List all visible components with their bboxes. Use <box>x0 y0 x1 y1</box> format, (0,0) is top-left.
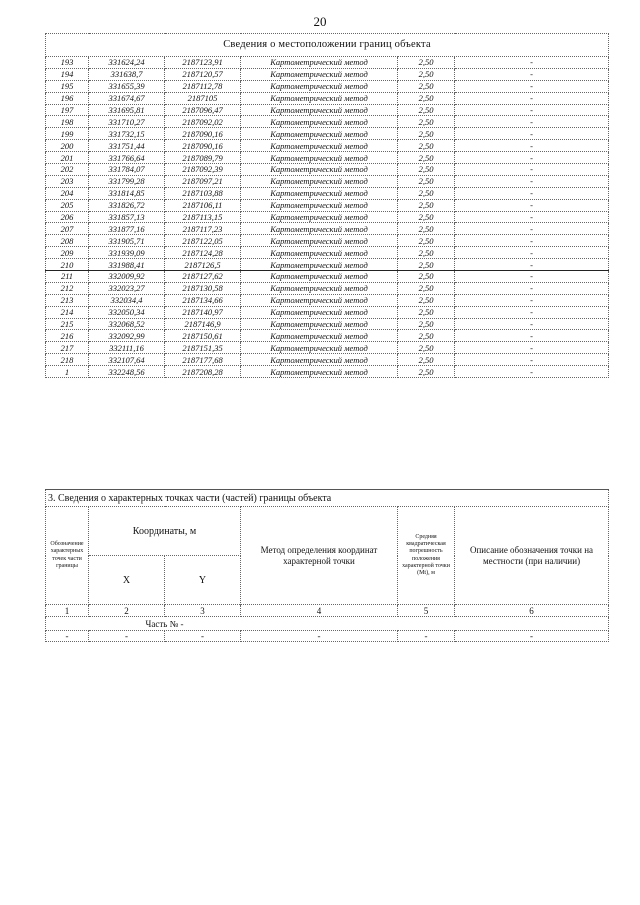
accuracy: 2,50 <box>398 92 455 104</box>
table-row <box>46 57 609 69</box>
column-number: 3 <box>165 605 241 617</box>
coord-y: 2187097,21 <box>165 175 241 187</box>
table-row <box>46 68 609 80</box>
accuracy: 2,50 <box>398 116 455 128</box>
description: - <box>455 306 609 318</box>
point-number: 207 <box>46 223 89 235</box>
description: - <box>455 128 609 140</box>
header-method: Метод определения координат характерной точки <box>241 507 398 605</box>
column-numbers-row <box>46 605 609 617</box>
accuracy: 2,50 <box>398 140 455 152</box>
method: Картометрический метод <box>241 128 398 140</box>
coord-x: 331655,39 <box>89 80 165 92</box>
cell: - <box>165 631 241 642</box>
point-number: 209 <box>46 247 89 259</box>
coord-x: 332068,52 <box>89 318 165 330</box>
coord-y: 2187126,5 <box>165 259 241 271</box>
empty-data-row <box>46 631 609 642</box>
table-row <box>46 282 609 294</box>
accuracy: 2,50 <box>398 235 455 247</box>
method: Картометрический метод <box>241 211 398 223</box>
point-number: 195 <box>46 80 89 92</box>
table-row <box>46 354 609 366</box>
description: - <box>455 330 609 342</box>
method: Картометрический метод <box>241 199 398 211</box>
point-number: 211 <box>46 271 89 283</box>
point-number: 194 <box>46 68 89 80</box>
point-number: 206 <box>46 211 89 223</box>
part-points-table <box>45 489 609 642</box>
table-row <box>46 80 609 92</box>
column-number: 1 <box>46 605 89 617</box>
coord-y: 2187150,61 <box>165 330 241 342</box>
header-accuracy: Средняя квадратическая погрешность положения характерной точки (Mt), м <box>398 507 455 605</box>
table-row <box>46 199 609 211</box>
description: - <box>455 282 609 294</box>
description: - <box>455 354 609 366</box>
point-number: 193 <box>46 57 89 69</box>
section3-title: 3. Сведения о характерных точках части (частей) границы объекта <box>46 490 609 507</box>
header-y: Y <box>165 556 241 605</box>
coord-y: 2187208,28 <box>165 366 241 378</box>
description: - <box>455 235 609 247</box>
accuracy: 2,50 <box>398 223 455 235</box>
coord-y: 2187089,79 <box>165 152 241 164</box>
coord-y: 2187127,62 <box>165 271 241 283</box>
table-row <box>46 318 609 330</box>
table-row <box>46 187 609 199</box>
method: Картометрический метод <box>241 223 398 235</box>
accuracy: 2,50 <box>398 259 455 271</box>
method: Картометрический метод <box>241 354 398 366</box>
part-label-row <box>46 617 609 631</box>
coord-x: 332248,56 <box>89 366 165 378</box>
point-number: 216 <box>46 330 89 342</box>
point-number: 217 <box>46 342 89 354</box>
coord-y: 2187105 <box>165 92 241 104</box>
point-number: 205 <box>46 199 89 211</box>
method: Картометрический метод <box>241 80 398 92</box>
point-number: 210 <box>46 259 89 271</box>
accuracy: 2,50 <box>398 80 455 92</box>
method: Картометрический метод <box>241 294 398 306</box>
description: - <box>455 164 609 176</box>
header-coordinates: Координаты, м <box>89 507 241 556</box>
description: - <box>455 152 609 164</box>
coord-y: 2187151,35 <box>165 342 241 354</box>
coord-x: 332050,34 <box>89 306 165 318</box>
coord-y: 2187096,47 <box>165 104 241 116</box>
coord-x: 332111,16 <box>89 342 165 354</box>
method: Картометрический метод <box>241 104 398 116</box>
coord-y: 2187122,05 <box>165 235 241 247</box>
coord-y: 2187090,16 <box>165 128 241 140</box>
coord-y: 2187130,58 <box>165 282 241 294</box>
accuracy: 2,50 <box>398 318 455 330</box>
method: Картометрический метод <box>241 247 398 259</box>
accuracy: 2,50 <box>398 211 455 223</box>
cell: - <box>455 631 609 642</box>
cell: - <box>241 631 398 642</box>
description: - <box>455 175 609 187</box>
point-number: 199 <box>46 128 89 140</box>
method: Картометрический метод <box>241 175 398 187</box>
point-number: 196 <box>46 92 89 104</box>
accuracy: 2,50 <box>398 128 455 140</box>
coord-x: 332009,92 <box>89 271 165 283</box>
coord-x: 331799,28 <box>89 175 165 187</box>
coord-x: 331877,16 <box>89 223 165 235</box>
coord-x: 331988,41 <box>89 259 165 271</box>
accuracy: 2,50 <box>398 57 455 69</box>
point-number: 212 <box>46 282 89 294</box>
method: Картометрический метод <box>241 164 398 176</box>
table-row <box>46 128 609 140</box>
accuracy: 2,50 <box>398 342 455 354</box>
method: Картометрический метод <box>241 282 398 294</box>
table-row <box>46 330 609 342</box>
table-row <box>46 247 609 259</box>
description: - <box>455 342 609 354</box>
column-number: 5 <box>398 605 455 617</box>
description: - <box>455 294 609 306</box>
point-number: 200 <box>46 140 89 152</box>
point-number: 197 <box>46 104 89 116</box>
description: - <box>455 223 609 235</box>
description: - <box>455 57 609 69</box>
accuracy: 2,50 <box>398 152 455 164</box>
boundary-points-table <box>45 33 609 378</box>
accuracy: 2,50 <box>398 282 455 294</box>
table-row <box>46 366 609 378</box>
table-row <box>46 259 609 271</box>
point-number: 203 <box>46 175 89 187</box>
coord-x: 331624,24 <box>89 57 165 69</box>
description: - <box>455 247 609 259</box>
coord-y: 2187146,9 <box>165 318 241 330</box>
coord-y: 2187092,39 <box>165 164 241 176</box>
coord-x: 331732,15 <box>89 128 165 140</box>
cell: - <box>89 631 165 642</box>
description: - <box>455 80 609 92</box>
coord-x: 331751,44 <box>89 140 165 152</box>
coord-y: 2187123,91 <box>165 57 241 69</box>
coord-x: 331905,71 <box>89 235 165 247</box>
point-number: 214 <box>46 306 89 318</box>
accuracy: 2,50 <box>398 354 455 366</box>
description: - <box>455 187 609 199</box>
accuracy: 2,50 <box>398 271 455 283</box>
description: - <box>455 366 609 378</box>
table-row <box>46 294 609 306</box>
method: Картометрический метод <box>241 68 398 80</box>
cell: - <box>398 631 455 642</box>
coord-x: 332034,4 <box>89 294 165 306</box>
accuracy: 2,50 <box>398 366 455 378</box>
coord-x: 331857,13 <box>89 211 165 223</box>
header-point-designation: Обозначение характерных точек части границы <box>46 507 89 605</box>
coord-x: 331784,07 <box>89 164 165 176</box>
coord-y: 2187120,57 <box>165 68 241 80</box>
table-title-row <box>46 34 609 57</box>
accuracy: 2,50 <box>398 306 455 318</box>
column-number: 2 <box>89 605 165 617</box>
description: - <box>455 259 609 271</box>
table-row <box>46 175 609 187</box>
coord-x: 331695,81 <box>89 104 165 116</box>
table-row <box>46 116 609 128</box>
page-number: 20 <box>313 14 327 29</box>
coord-x: 332023,27 <box>89 282 165 294</box>
part-label: Часть № - <box>89 617 241 631</box>
table-row <box>46 104 609 116</box>
coord-y: 2187124,28 <box>165 247 241 259</box>
coord-x: 332092,99 <box>89 330 165 342</box>
coord-x: 331674,67 <box>89 92 165 104</box>
accuracy: 2,50 <box>398 247 455 259</box>
method: Картометрический метод <box>241 342 398 354</box>
method: Картометрический метод <box>241 271 398 283</box>
description: - <box>455 271 609 283</box>
header-x: X <box>89 556 165 605</box>
description: - <box>455 318 609 330</box>
point-number: 1 <box>46 366 89 378</box>
coord-y: 2187113,15 <box>165 211 241 223</box>
header-description: Описание обозначения точки на местности (при наличии) <box>455 507 609 605</box>
accuracy: 2,50 <box>398 175 455 187</box>
point-number: 202 <box>46 164 89 176</box>
column-number: 6 <box>455 605 609 617</box>
coord-y: 2187092,02 <box>165 116 241 128</box>
table-row <box>46 152 609 164</box>
description: - <box>455 116 609 128</box>
table-row <box>46 223 609 235</box>
column-number: 4 <box>241 605 398 617</box>
description: - <box>455 104 609 116</box>
table-row <box>46 92 609 104</box>
point-number: 215 <box>46 318 89 330</box>
table-row <box>46 235 609 247</box>
point-number: 204 <box>46 187 89 199</box>
point-number: 213 <box>46 294 89 306</box>
coord-x: 332107,64 <box>89 354 165 366</box>
table-row <box>46 211 609 223</box>
method: Картометрический метод <box>241 306 398 318</box>
method: Картометрический метод <box>241 235 398 247</box>
coord-y: 2187106,11 <box>165 199 241 211</box>
coord-y: 2187134,66 <box>165 294 241 306</box>
description: - <box>455 68 609 80</box>
accuracy: 2,50 <box>398 294 455 306</box>
description: - <box>455 199 609 211</box>
coord-y: 2187090,16 <box>165 140 241 152</box>
description: - <box>455 211 609 223</box>
description: - <box>455 140 609 152</box>
method: Картометрический метод <box>241 366 398 378</box>
coord-y: 2187112,78 <box>165 80 241 92</box>
method: Картометрический метод <box>241 259 398 271</box>
point-number: 201 <box>46 152 89 164</box>
coord-x: 331826,72 <box>89 199 165 211</box>
point-number: 208 <box>46 235 89 247</box>
accuracy: 2,50 <box>398 330 455 342</box>
coord-x: 331814,85 <box>89 187 165 199</box>
accuracy: 2,50 <box>398 187 455 199</box>
coord-y: 2187177,68 <box>165 354 241 366</box>
cell: - <box>46 631 89 642</box>
method: Картометрический метод <box>241 330 398 342</box>
method: Картометрический метод <box>241 187 398 199</box>
table-row <box>46 342 609 354</box>
coord-y: 2187117,23 <box>165 223 241 235</box>
section-title: Сведения о местоположении границ объекта <box>46 34 609 57</box>
point-number: 218 <box>46 354 89 366</box>
accuracy: 2,50 <box>398 104 455 116</box>
table-row <box>46 164 609 176</box>
table-row <box>46 271 609 283</box>
accuracy: 2,50 <box>398 68 455 80</box>
point-number: 198 <box>46 116 89 128</box>
method: Картометрический метод <box>241 92 398 104</box>
coord-y: 2187103,88 <box>165 187 241 199</box>
coord-x: 331766,64 <box>89 152 165 164</box>
table-row <box>46 140 609 152</box>
coord-x: 331939,09 <box>89 247 165 259</box>
method: Картометрический метод <box>241 116 398 128</box>
coord-x: 331638,7 <box>89 68 165 80</box>
method: Картометрический метод <box>241 152 398 164</box>
method: Картометрический метод <box>241 57 398 69</box>
method: Картометрический метод <box>241 318 398 330</box>
accuracy: 2,50 <box>398 199 455 211</box>
coord-x: 331710,27 <box>89 116 165 128</box>
description: - <box>455 92 609 104</box>
accuracy: 2,50 <box>398 164 455 176</box>
method: Картометрический метод <box>241 140 398 152</box>
coord-y: 2187140,97 <box>165 306 241 318</box>
table-row <box>46 306 609 318</box>
